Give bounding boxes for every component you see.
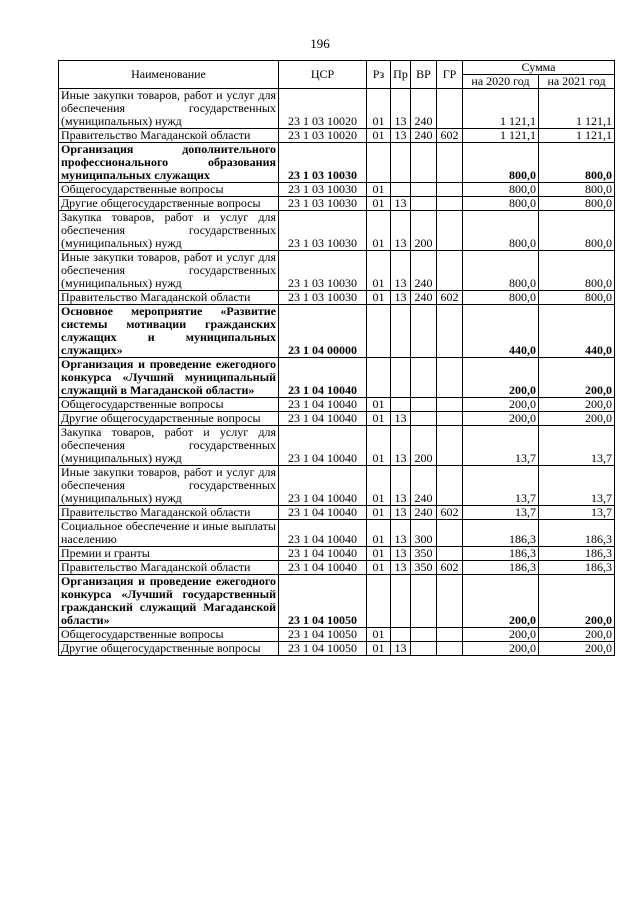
cell-pr: 13 [391,251,411,291]
cell-gr [437,89,463,129]
cell-pr: 13 [391,642,411,656]
table-row [59,547,615,561]
cell-pr [391,575,411,628]
cell-sum-2020: 1 121,1 [463,129,539,143]
cell-csr: 23 1 04 10050 [279,575,367,628]
cell-sum-2020: 1 121,1 [463,89,539,129]
cell-rz: 01 [367,466,391,506]
cell-name: Другие общегосударственные вопросы [59,642,279,656]
cell-sum-2021: 1 121,1 [539,129,615,143]
cell-sum-2020: 800,0 [463,197,539,211]
cell-name: Иные закупки товаров, работ и услуг для обеспечения государственных (муниципальных) нужд [59,466,279,506]
cell-gr [437,412,463,426]
cell-rz [367,575,391,628]
cell-vr [411,628,437,642]
cell-rz: 01 [367,129,391,143]
cell-sum-2021: 440,0 [539,305,615,358]
cell-vr [411,398,437,412]
table-row [59,305,615,358]
cell-gr [437,642,463,656]
cell-pr: 13 [391,197,411,211]
cell-vr [411,143,437,183]
table-row [59,89,615,129]
cell-sum-2020: 800,0 [463,183,539,197]
cell-vr: 240 [411,129,437,143]
cell-csr: 23 1 03 10030 [279,183,367,197]
cell-rz: 01 [367,506,391,520]
cell-pr [391,183,411,197]
cell-name: Другие общегосударственные вопросы [59,412,279,426]
cell-csr: 23 1 03 10030 [279,143,367,183]
cell-csr: 23 1 04 10040 [279,358,367,398]
cell-sum-2020: 186,3 [463,520,539,547]
table-row [59,398,615,412]
cell-sum-2020: 200,0 [463,358,539,398]
cell-sum-2021: 1 121,1 [539,89,615,129]
cell-pr: 13 [391,426,411,466]
cell-name: Общегосударственные вопросы [59,628,279,642]
cell-rz: 01 [367,412,391,426]
budget-table [58,60,615,656]
cell-csr: 23 1 04 10040 [279,412,367,426]
cell-pr: 13 [391,520,411,547]
cell-sum-2020: 186,3 [463,547,539,561]
header-sum: Сумма [463,61,615,75]
cell-csr: 23 1 04 10040 [279,466,367,506]
cell-sum-2021: 200,0 [539,642,615,656]
cell-name: Правительство Магаданской области [59,129,279,143]
cell-rz: 01 [367,197,391,211]
cell-gr [437,197,463,211]
cell-name: Правительство Магаданской области [59,506,279,520]
cell-gr [437,628,463,642]
cell-vr: 350 [411,547,437,561]
cell-sum-2021: 800,0 [539,143,615,183]
cell-vr [411,412,437,426]
cell-sum-2021: 200,0 [539,398,615,412]
cell-gr: 602 [437,291,463,305]
cell-gr [437,547,463,561]
cell-rz [367,358,391,398]
cell-pr [391,628,411,642]
cell-pr: 13 [391,506,411,520]
cell-gr [437,398,463,412]
cell-csr: 23 1 03 10020 [279,129,367,143]
table-row [59,358,615,398]
cell-rz [367,143,391,183]
cell-name: Другие общегосударственные вопросы [59,197,279,211]
cell-sum-2020: 440,0 [463,305,539,358]
cell-vr [411,305,437,358]
cell-pr: 13 [391,129,411,143]
cell-name: Премии и гранты [59,547,279,561]
cell-gr [437,183,463,197]
cell-sum-2020: 200,0 [463,642,539,656]
cell-pr [391,143,411,183]
cell-sum-2020: 800,0 [463,251,539,291]
table-body [59,89,615,656]
cell-gr: 602 [437,561,463,575]
cell-sum-2021: 800,0 [539,251,615,291]
cell-pr: 13 [391,466,411,506]
cell-sum-2021: 200,0 [539,412,615,426]
cell-name: Закупка товаров, работ и услуг для обеспечения государственных (муниципальных) нужд [59,211,279,251]
cell-vr [411,358,437,398]
cell-gr [437,575,463,628]
cell-name: Общегосударственные вопросы [59,398,279,412]
cell-sum-2021: 200,0 [539,628,615,642]
cell-rz: 01 [367,561,391,575]
cell-pr: 13 [391,291,411,305]
cell-pr: 13 [391,412,411,426]
cell-sum-2020: 200,0 [463,398,539,412]
header-rz: Рз [367,61,391,89]
cell-pr [391,398,411,412]
header-gr: ГР [437,61,463,89]
page-number: 196 [310,36,330,51]
cell-name: Организация и проведение ежегодного конкурса «Лучший муниципальный служащий в Магаданской области» [59,358,279,398]
cell-name: Социальное обеспечение и иные выплаты населению [59,520,279,547]
table-row [59,291,615,305]
cell-rz: 01 [367,547,391,561]
cell-gr [437,251,463,291]
cell-gr: 602 [437,506,463,520]
cell-sum-2021: 800,0 [539,211,615,251]
cell-sum-2020: 13,7 [463,506,539,520]
cell-vr: 300 [411,520,437,547]
cell-vr [411,197,437,211]
cell-vr: 240 [411,466,437,506]
cell-csr: 23 1 04 10040 [279,426,367,466]
cell-pr [391,358,411,398]
cell-vr: 240 [411,251,437,291]
cell-csr: 23 1 04 10050 [279,642,367,656]
cell-vr: 350 [411,561,437,575]
cell-sum-2021: 800,0 [539,183,615,197]
cell-gr [437,211,463,251]
cell-csr: 23 1 04 10040 [279,398,367,412]
table-row [59,575,615,628]
header-csr: ЦСР [279,61,367,89]
cell-pr: 13 [391,561,411,575]
cell-csr: 23 1 03 10020 [279,89,367,129]
cell-rz: 01 [367,398,391,412]
cell-sum-2020: 800,0 [463,143,539,183]
cell-name: Иные закупки товаров, работ и услуг для обеспечения государственных (муниципальных) нужд [59,251,279,291]
cell-vr: 240 [411,89,437,129]
cell-pr: 13 [391,89,411,129]
cell-rz: 01 [367,291,391,305]
cell-rz: 01 [367,89,391,129]
cell-csr: 23 1 03 10030 [279,211,367,251]
cell-sum-2020: 200,0 [463,412,539,426]
cell-rz [367,305,391,358]
cell-sum-2020: 800,0 [463,291,539,305]
table-row [59,251,615,291]
cell-vr: 200 [411,211,437,251]
cell-name: Правительство Магаданской области [59,291,279,305]
cell-rz: 01 [367,628,391,642]
table-row [59,412,615,426]
cell-sum-2021: 200,0 [539,575,615,628]
table-row [59,628,615,642]
table-row [59,520,615,547]
table-row [59,183,615,197]
cell-rz: 01 [367,183,391,197]
cell-sum-2020: 800,0 [463,211,539,251]
table-row [59,466,615,506]
cell-gr [437,358,463,398]
table-row [59,506,615,520]
table-row [59,143,615,183]
header-year-2021: на 2021 год [539,75,615,89]
cell-sum-2021: 800,0 [539,291,615,305]
cell-csr: 23 1 04 10040 [279,561,367,575]
cell-gr [437,466,463,506]
table-row [59,211,615,251]
table-row [59,561,615,575]
header-pr: Пр [391,61,411,89]
cell-gr [437,520,463,547]
cell-rz: 01 [367,426,391,466]
cell-csr: 23 1 04 10040 [279,520,367,547]
cell-name: Организация дополнительного профессионального образования муниципальных служащих [59,143,279,183]
cell-gr [437,305,463,358]
cell-sum-2021: 13,7 [539,426,615,466]
cell-pr: 13 [391,211,411,251]
cell-csr: 23 1 04 00000 [279,305,367,358]
cell-name: Правительство Магаданской области [59,561,279,575]
table-row [59,129,615,143]
cell-sum-2021: 186,3 [539,547,615,561]
cell-vr: 240 [411,506,437,520]
cell-name: Закупка товаров, работ и услуг для обеспечения государственных (муниципальных) нужд [59,426,279,466]
cell-csr: 23 1 03 10030 [279,197,367,211]
cell-vr [411,183,437,197]
cell-sum-2021: 800,0 [539,197,615,211]
cell-sum-2021: 186,3 [539,561,615,575]
cell-csr: 23 1 04 10040 [279,547,367,561]
cell-name: Общегосударственные вопросы [59,183,279,197]
cell-vr [411,575,437,628]
cell-gr [437,143,463,183]
cell-csr: 23 1 03 10030 [279,251,367,291]
cell-rz: 01 [367,642,391,656]
cell-sum-2020: 200,0 [463,575,539,628]
cell-sum-2021: 13,7 [539,466,615,506]
cell-vr: 240 [411,291,437,305]
cell-csr: 23 1 03 10030 [279,291,367,305]
cell-vr [411,642,437,656]
cell-name: Основное мероприятие «Развитие системы мотивации гражданских служащих и муниципальных служащих» [59,305,279,358]
cell-gr: 602 [437,129,463,143]
header-year-2020: на 2020 год [463,75,539,89]
cell-sum-2021: 200,0 [539,358,615,398]
cell-name: Иные закупки товаров, работ и услуг для обеспечения государственных (муниципальных) нужд [59,89,279,129]
cell-rz: 01 [367,520,391,547]
cell-sum-2020: 186,3 [463,561,539,575]
cell-rz: 01 [367,251,391,291]
table-row [59,426,615,466]
table-row [59,197,615,211]
cell-sum-2020: 200,0 [463,628,539,642]
header-name: Наименование [59,61,279,89]
cell-sum-2021: 186,3 [539,520,615,547]
cell-vr: 200 [411,426,437,466]
cell-rz: 01 [367,211,391,251]
cell-sum-2020: 13,7 [463,426,539,466]
cell-csr: 23 1 04 10040 [279,506,367,520]
cell-pr [391,305,411,358]
cell-gr [437,426,463,466]
header-row [59,61,615,75]
cell-sum-2020: 13,7 [463,466,539,506]
cell-pr: 13 [391,547,411,561]
cell-csr: 23 1 04 10050 [279,628,367,642]
cell-name: Организация и проведение ежегодного конкурса «Лучший государственный гражданский служащий Магаданской области» [59,575,279,628]
table-row [59,642,615,656]
cell-sum-2021: 13,7 [539,506,615,520]
header-vr: ВР [411,61,437,89]
